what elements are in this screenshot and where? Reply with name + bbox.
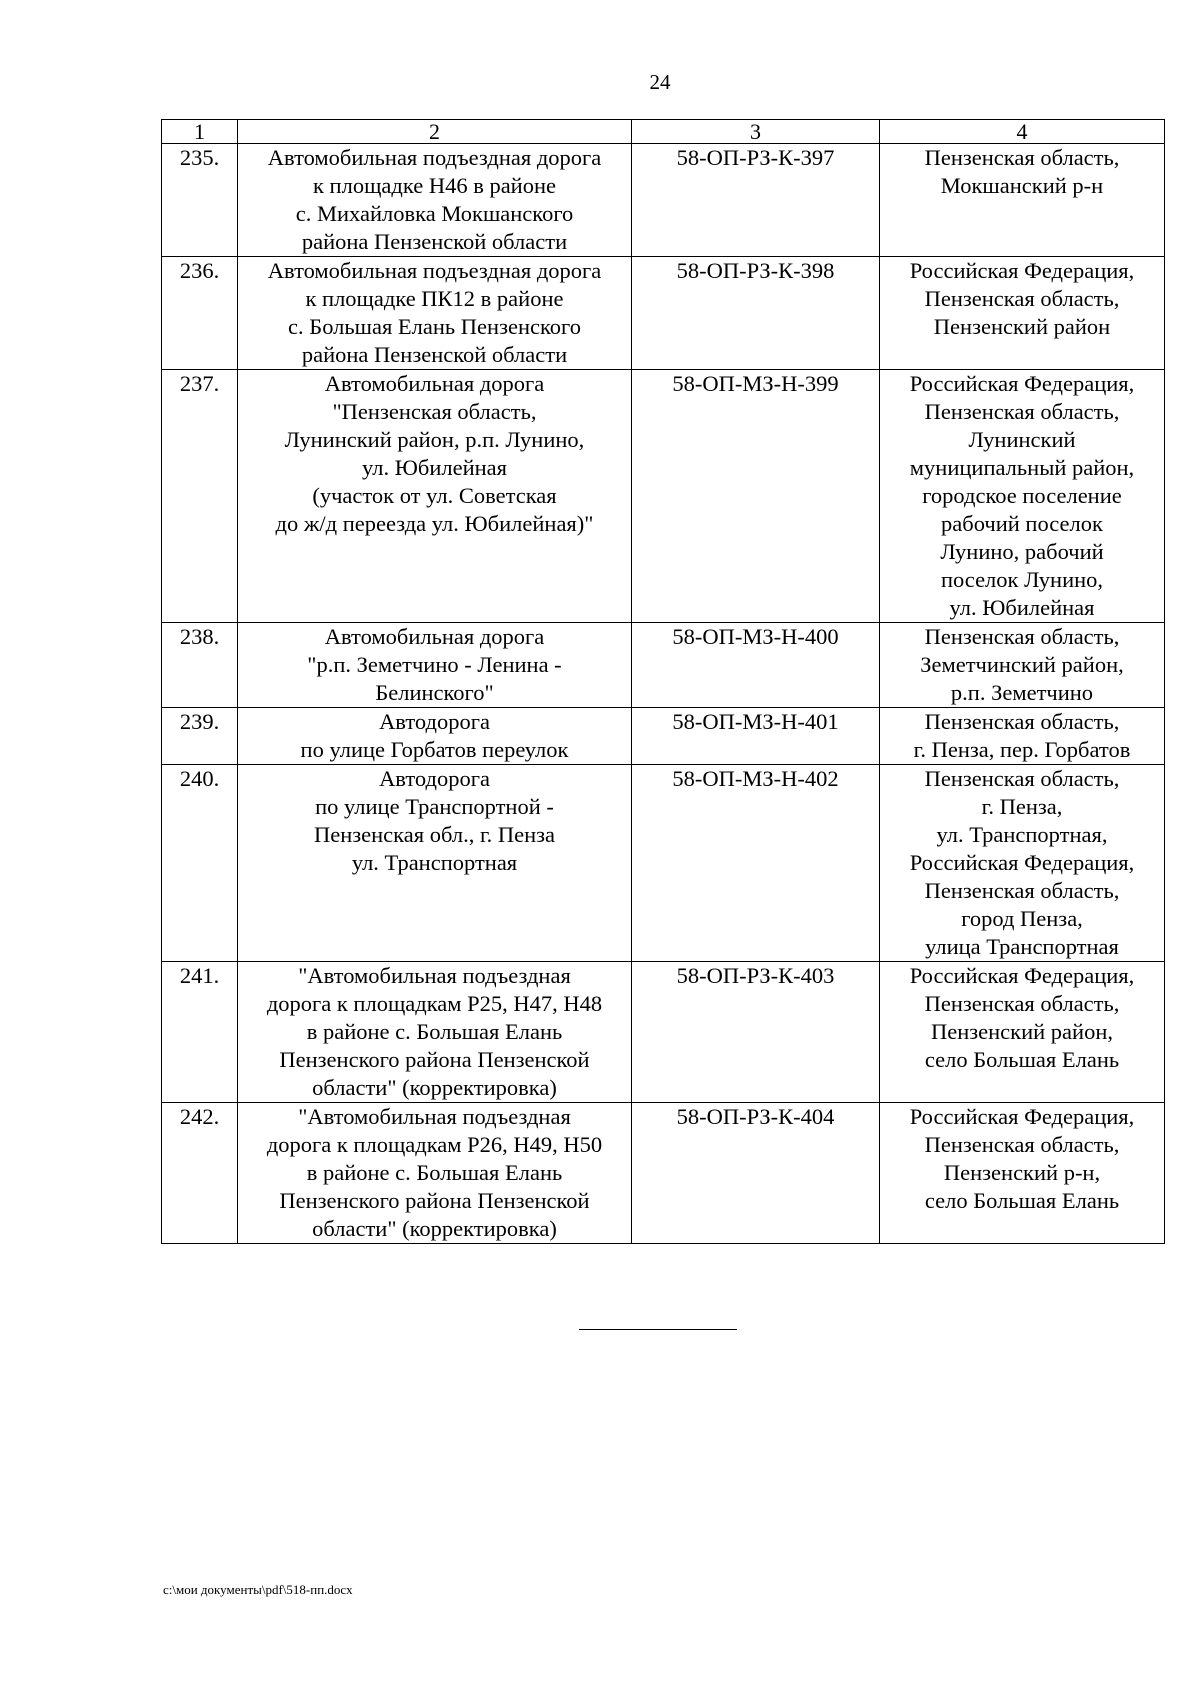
column-header-name: 2	[238, 120, 632, 144]
location-line: Лунинский	[968, 427, 1076, 452]
location-line: Российская Федерация,	[909, 850, 1135, 875]
location-line: Земетчинский район,	[920, 652, 1124, 677]
location-line: поселок Лунино,	[940, 567, 1104, 592]
location-line: Пензенская область,	[924, 766, 1120, 791]
closing-rule	[579, 1329, 737, 1330]
road-code-cell: 58-ОП-МЗ-Н-400	[632, 623, 880, 708]
location-line: ул. Юбилейная	[949, 595, 1095, 620]
road-name-line: Пензенского района Пензенской	[279, 1047, 590, 1072]
road-name-line: района Пензенской области	[301, 229, 568, 254]
location-line: село Большая Елань	[924, 1188, 1120, 1213]
location-line: Пензенская область,	[924, 709, 1120, 734]
column-header-code: 3	[632, 120, 880, 144]
road-name-line: Пензенская обл., г. Пенза	[313, 822, 556, 847]
road-name-line: (участок от ул. Советская	[312, 483, 557, 508]
road-name-line: в районе с. Большая Елань	[306, 1019, 563, 1044]
road-name-line: "Пензенская область,	[332, 399, 537, 424]
road-code-cell: 58-ОП-РЗ-К-403	[632, 962, 880, 1103]
road-code-cell: 58-ОП-РЗ-К-397	[632, 144, 880, 257]
location-line: Пензенская область,	[924, 286, 1120, 311]
location-line: Пензенская область,	[924, 991, 1120, 1016]
road-name-line: по улице Транспортной -	[315, 794, 554, 819]
location-line: Пензенская область,	[924, 878, 1120, 903]
header-row	[162, 120, 1165, 144]
row-number-cell: 242.	[162, 1103, 238, 1244]
road-name-line: Лунинский район, р.п. Лунино,	[284, 427, 585, 452]
location-line: Российская Федерация,	[909, 963, 1135, 988]
road-name-line: с. Большая Елань Пензенского	[288, 314, 581, 339]
road-name-line: до ж/д переезда ул. Юбилейная)"	[275, 511, 594, 536]
road-name-cell	[238, 765, 632, 962]
table-row	[162, 765, 1165, 962]
location-line: Российская Федерация,	[909, 1104, 1135, 1129]
road-name-cell	[238, 144, 632, 257]
road-name-cell	[238, 962, 632, 1103]
row-number-cell: 237.	[162, 370, 238, 623]
location-cell	[880, 370, 1165, 623]
column-header-location: 4	[880, 120, 1165, 144]
road-code-cell: 58-ОП-МЗ-Н-402	[632, 765, 880, 962]
table-row	[162, 257, 1165, 370]
location-cell	[880, 144, 1165, 257]
road-name-line: дорога к площадкам Р25, Н47, Н48	[266, 991, 603, 1016]
location-line: Пензенская область,	[924, 1132, 1120, 1157]
road-name-cell	[238, 1103, 632, 1244]
road-name-line: в районе с. Большая Елань	[306, 1160, 563, 1185]
location-line: городское поселение	[922, 483, 1122, 508]
table-row	[162, 144, 1165, 257]
column-header-number: 1	[162, 120, 238, 144]
table-header	[162, 120, 1165, 144]
road-name-line: Белинского"	[375, 680, 494, 705]
road-name-line: по улице Горбатов переулок	[300, 737, 569, 762]
location-line: Пензенская область,	[924, 399, 1120, 424]
road-name-cell	[238, 708, 632, 765]
location-line: Пензенский р-н,	[943, 1160, 1101, 1185]
road-name-line: Автодорога	[379, 709, 490, 734]
location-line: Пензенская область,	[924, 624, 1120, 649]
road-name-line: Автомобильная дорога	[324, 624, 545, 649]
location-line: Мокшанский р-н	[940, 173, 1104, 198]
road-name-line: Пензенского района Пензенской	[279, 1188, 590, 1213]
road-name-line: "Автомобильная подъездная	[298, 1104, 571, 1129]
row-number-cell: 241.	[162, 962, 238, 1103]
row-number-cell: 238.	[162, 623, 238, 708]
location-cell	[880, 623, 1165, 708]
road-name-line: "Автомобильная подъездная	[298, 963, 571, 988]
location-line: Пензенский район,	[930, 1019, 1113, 1044]
location-line: Пензенская область,	[924, 145, 1120, 170]
table-row	[162, 1103, 1165, 1244]
road-name-line: к площадке ПК12 в районе	[305, 286, 564, 311]
location-cell	[880, 962, 1165, 1103]
table-body	[162, 144, 1165, 1244]
road-name-cell	[238, 623, 632, 708]
location-cell	[880, 1103, 1165, 1244]
location-line: улица Транспортная	[925, 934, 1119, 959]
road-name-cell	[238, 257, 632, 370]
row-number-cell: 236.	[162, 257, 238, 370]
table-row	[162, 708, 1165, 765]
road-name-line: района Пензенской области	[301, 342, 568, 367]
road-name-line: с. Михайловка Мокшанского	[295, 201, 574, 226]
table-row	[162, 623, 1165, 708]
road-name-line: "р.п. Земетчино - Ленина -	[307, 652, 562, 677]
location-line: рабочий поселок	[941, 511, 1103, 536]
road-code-cell: 58-ОП-МЗ-Н-399	[632, 370, 880, 623]
road-name-line: области" (корректировка)	[312, 1216, 557, 1241]
road-name-line: Автодорога	[379, 766, 490, 791]
location-line: Лунино, рабочий	[940, 539, 1104, 564]
road-name-line: Автомобильная дорога	[324, 371, 545, 396]
location-line: Пензенский район	[933, 314, 1111, 339]
location-line: муниципальный район,	[909, 455, 1135, 480]
footer-file-path: c:\мои документы\pdf\518-пп.docx	[163, 1582, 353, 1597]
location-line: г. Пенза,	[981, 794, 1063, 819]
location-cell	[880, 708, 1165, 765]
row-number-cell: 235.	[162, 144, 238, 257]
location-line: г. Пенза, пер. Горбатов	[913, 737, 1131, 762]
road-name-line: области" (корректировка)	[312, 1075, 557, 1100]
road-name-line: Автомобильная подъездная дорога	[267, 145, 602, 170]
table-row	[162, 962, 1165, 1103]
location-line: Российская Федерация,	[909, 371, 1135, 396]
location-line: город Пенза,	[961, 906, 1083, 931]
location-line: Российская Федерация,	[909, 258, 1135, 283]
road-name-line: Автомобильная подъездная дорога	[267, 258, 602, 283]
road-code-cell: 58-ОП-РЗ-К-404	[632, 1103, 880, 1244]
location-line: село Большая Елань	[924, 1047, 1120, 1072]
road-name-line: ул. Транспортная	[351, 850, 518, 875]
road-code-cell: 58-ОП-МЗ-Н-401	[632, 708, 880, 765]
roads-registry-table	[161, 119, 1165, 1244]
road-name-cell	[238, 370, 632, 623]
location-cell	[880, 765, 1165, 962]
road-code-cell: 58-ОП-РЗ-К-398	[632, 257, 880, 370]
row-number-cell: 240.	[162, 765, 238, 962]
road-name-line: дорога к площадкам Р26, Н49, Н50	[266, 1132, 603, 1157]
location-line: ул. Транспортная,	[936, 822, 1108, 847]
location-line: р.п. Земетчино	[950, 680, 1094, 705]
location-cell	[880, 257, 1165, 370]
page-number: 24	[649, 70, 671, 94]
table-row	[162, 370, 1165, 623]
road-name-line: ул. Юбилейная	[362, 455, 507, 480]
row-number-cell: 239.	[162, 708, 238, 765]
road-name-line: к площадке Н46 в районе	[313, 173, 556, 198]
